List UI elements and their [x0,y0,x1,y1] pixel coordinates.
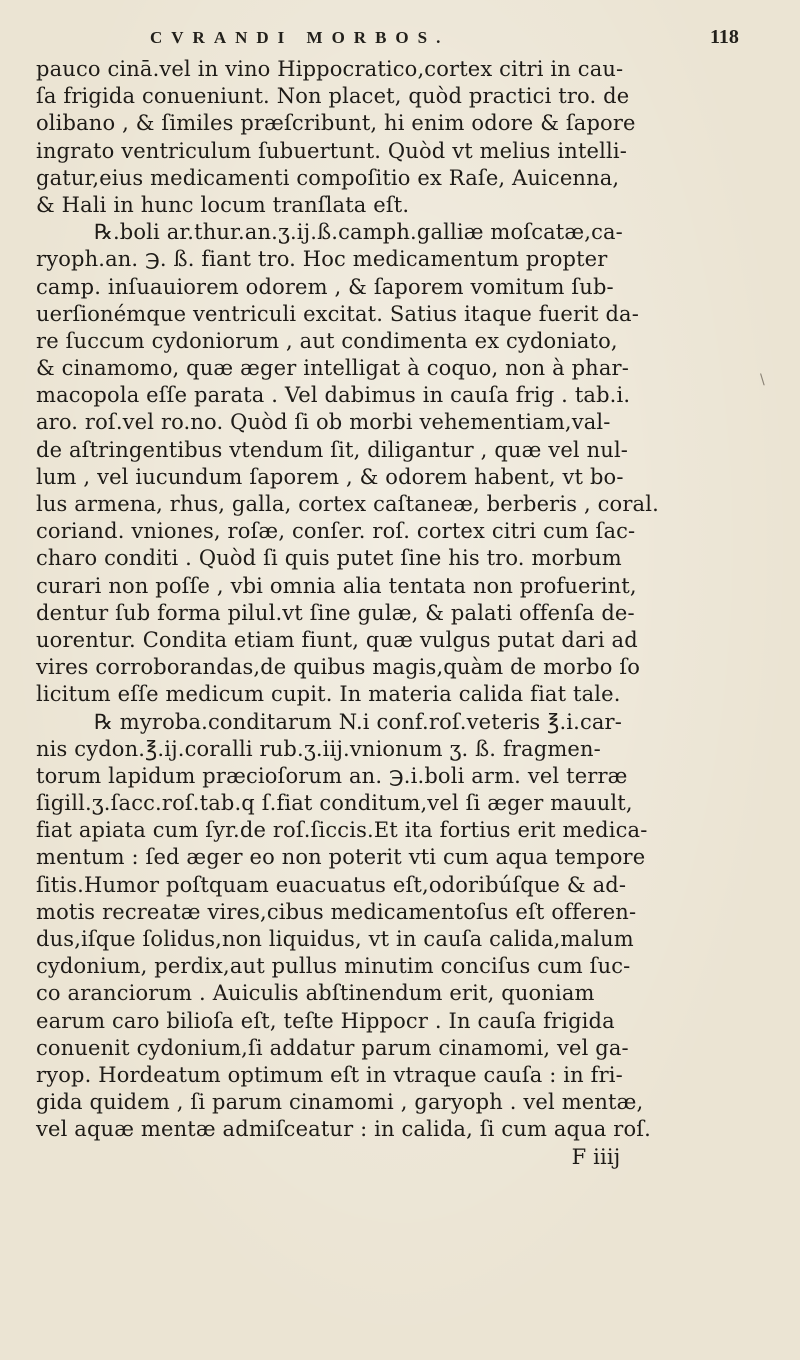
text-line: ſigill.ʒ.ſacc.roſ.tab.q ſ.fiat conditum,vel ſi æger mauult, [36,791,633,816]
text-line: uerſionémque ventriculi excitat. Satius itaque fuerit da- [36,301,639,326]
text-line: ſa frigida conueniunt. Non placet, quòd practici tro. de [36,84,630,109]
text-line: conuenit cydonium,ſi addatur parum cinamomi, vel ga- [36,1035,629,1060]
text-line: vel aquæ mentæ admiſceatur : in calida, ſi cum aqua roſ. [36,1117,652,1142]
text-line: coriand. vniones, roſæ, conſer. roſ. cortex citri cum ſac- [36,519,636,544]
text-line: earum caro bilioſa eſt, teſte Hippocr . In cauſa frigida [36,1008,615,1033]
text-line: olibano , & ſimiles præſcribunt, hi enim odore & ſapore [36,111,636,136]
text-line: cydonium, perdix,aut pullus minutim conciſus cum ſuc- [36,954,631,979]
text-line: vires corroborandas,de quibus magis,quàm de morbo ſo [36,655,641,680]
text-line: uorentur. Condita etiam fiunt, quæ vulgus putat dari ad [36,627,638,652]
text-line: ſitis.Humor poſtquam euacuatus eſt,odoribúſque & ad- [36,872,627,897]
text-line: pauco cinā.vel in vino Hippocratico,cortex citri in cau- [36,57,624,81]
text-line: ryoph.an. ℈. ß. fiant tro. Hoc medicamentum propter [36,247,608,272]
recipe-line: ℞ myroba.conditarum N.i conf.roſ.veteris ℥.i.car- [94,709,622,734]
text-line: ingrato ventriculum ſubuertunt. Quòd vt melius intelli- [36,138,627,163]
text-line: gatur,eius medicamenti compoſitio ex Raſe, Auicenna, [36,165,620,190]
text-line: camp. inſuauiorem odorem , & ſaporem vomitum ſub- [36,274,614,299]
recipe-line: ℞.boli ar.thur.an.ʒ.ij.ß.camph.galliæ moſcatæ,ca- [94,220,623,245]
text-line: nis cydon.℥.ij.coralli rub.ʒ.iij.vnionum ʒ. ß. fragmen- [36,736,601,761]
margin-mark: \ [760,372,765,388]
text-line: re ſuccum cydoniorum , aut condimenta ex cydoniato, [36,328,618,353]
text-line: mentum : ſed æger eo non poterit vti cum aqua tempore [36,845,646,870]
text-line: macopola eſſe parata . Vel dabimus in cauſa frig . tab.i. [36,383,631,408]
text-line: motis recreatæ vires,cibus medicamentoſus eſt offeren- [36,899,637,924]
text-line: curari non poſſe , vbi omnia alia tentata non profuerint, [36,573,637,598]
text-line: co aranciorum . Auiculis abſtinendum erit, quoniam [36,981,595,1006]
text-line: gida quidem , ſi parum cinamomi , garyoph . vel mentæ, [36,1090,644,1115]
text-line: licitum eſſe medicum cupit. In materia calida fiat tale. [36,682,621,707]
text-line: lum , vel iucundum ſaporem , & odorem habent, vt bo- [36,464,624,489]
text-line: & cinamomo, quæ æger intelligat à coquo, non à phar- [36,356,629,381]
text-line: fiat apiata cum ſyr.de roſ.ſiccis.Et ita fortius erit medica- [36,818,648,843]
text-line: aro. roſ.vel ro.no. Quòd ſi ob morbi vehementiam,val- [36,410,611,435]
text-line: ryop. Hordeatum optimum eſt in vtraque cauſa : in fri- [36,1062,623,1087]
text-line: de aſtringentibus vtendum ſit, diligantur , quæ vel nul- [36,437,629,462]
running-head: CVRANDI MORBOS. [150,28,450,47]
text-line: lus armena, rhus, galla, cortex caſtaneæ, berberis , coral. [36,492,659,516]
catchword: F iiij [571,1144,621,1169]
text-line: dentur ſub forma pilul.vt ſine gulæ, & palati offenſa de- [36,600,635,625]
body-text [36,56,776,1171]
page-number: 118 [710,26,739,48]
text-line: & Hali in hunc locum tranſlata eſt. [36,192,410,217]
text-line: dus,iſque ſolidus,non liquidus, vt in cauſa calida,malum [36,927,634,951]
text-line: torum lapidum præcioſorum an. ℈.i.boli arm. vel terræ [36,763,628,788]
text-line: charo conditi . Quòd ſi quis putet ſine his tro. morbum [36,546,622,571]
